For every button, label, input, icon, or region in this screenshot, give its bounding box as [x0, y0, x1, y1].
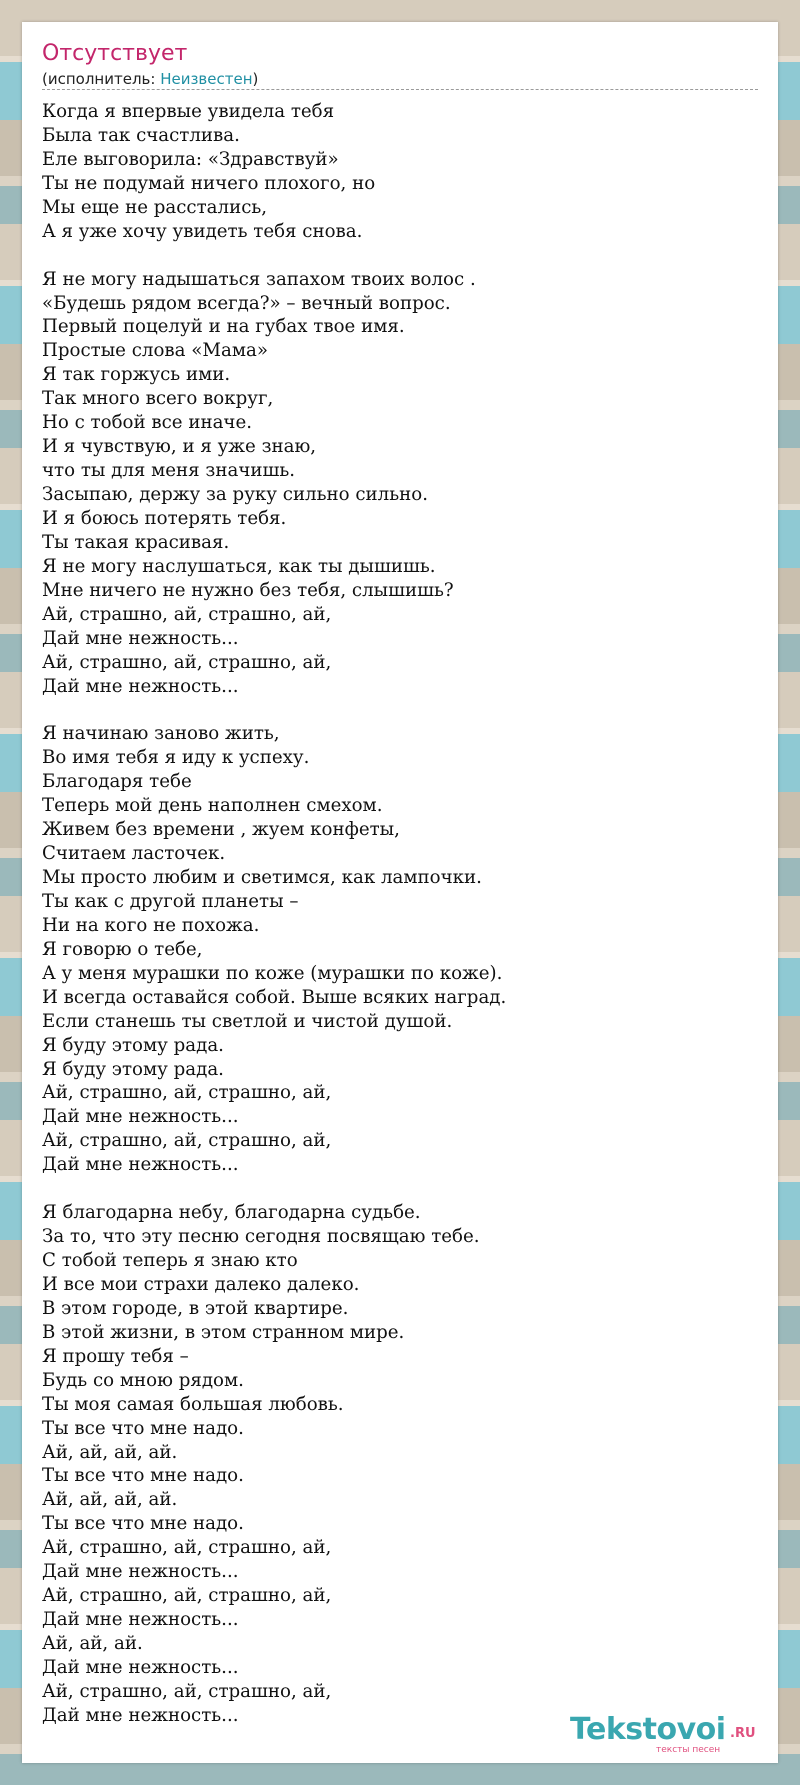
lyric-line: Дай мне нежность... — [42, 1609, 239, 1631]
logo-tagline: тексты песен — [656, 1745, 721, 1755]
lyric-line: Я не могу наслушаться, как ты дышишь. — [42, 555, 436, 577]
artist-line — [42, 70, 258, 88]
artist-suffix: ) — [252, 70, 259, 88]
lyric-line: Ты как с другой планеты – — [42, 890, 299, 912]
lyric-line: За то, что эту песню сегодня посвящаю тебе. — [42, 1226, 480, 1248]
lyric-line: Засыпаю, держу за руку сильно сильно. — [42, 484, 428, 505]
lyrics-card — [22, 22, 778, 1763]
lyric-line: Я начинаю заново жить, — [42, 723, 280, 745]
lyric-line: Еле выговорила: «Здравствуй» — [42, 148, 339, 170]
lyric-line: Во имя тебя я иду к успеху. — [42, 747, 310, 769]
lyric-line: Дай мне нежность... — [42, 627, 239, 649]
lyric-line: Я буду этому рада. — [42, 1034, 224, 1056]
lyric-line: Ты все что мне надо. — [42, 1465, 244, 1487]
lyric-line: Я прошу тебя – — [42, 1345, 189, 1367]
lyric-line: Теперь мой день наполнен смехом. — [42, 795, 383, 817]
lyric-line: Ни на кого не похожа. — [42, 914, 260, 936]
lyric-line: Дай мне нежность... — [42, 1154, 239, 1176]
lyric-line: И всегда оставайся собой. Выше всяких наград. — [42, 986, 507, 1008]
lyric-line: И все мои страхи далеко далеко. — [42, 1273, 360, 1295]
lyric-line: Мы просто любим и светимся, как лампочки. — [42, 867, 482, 888]
lyric-line: Ай, ай, ай, ай. — [42, 1441, 178, 1463]
lyric-line: Ты не подумай ничего плохого, но — [42, 172, 376, 194]
lyric-line: Ай, ай, ай, ай. — [42, 1489, 178, 1511]
lyric-line: Дай мне нежность... — [42, 675, 239, 697]
lyric-line: Будь со мною рядом. — [42, 1369, 244, 1391]
title-divider — [42, 89, 758, 90]
artist-prefix: (исполнитель: — [42, 70, 161, 88]
lyric-line: Я так горжусь ими. — [42, 364, 231, 386]
lyric-line: Простые слова «Мама» — [42, 340, 268, 362]
lyric-line: Я не могу надышаться запахом твоих волос . — [42, 268, 476, 290]
lyric-line: А я уже хочу увидеть тебя снова. — [42, 220, 363, 242]
logo-name: Tekstovoi — [570, 1712, 726, 1747]
lyric-line: Если станешь ты светлой и чистой душой. — [42, 1010, 453, 1032]
lyric-line: С тобой теперь я знаю кто — [42, 1250, 298, 1271]
lyric-line: Ты моя самая большая любовь. — [42, 1393, 344, 1415]
song-title: Отсутствует — [42, 41, 188, 66]
lyric-line: что ты для меня значишь. — [42, 460, 296, 482]
lyric-line: Ай, страшно, ай, страшно, ай, — [42, 651, 332, 673]
lyric-line: Ай, страшно, ай, страшно, ай, — [42, 603, 332, 625]
lyric-line: Ай, ай, ай. — [42, 1633, 143, 1654]
lyric-line: Ты все что мне надо. — [42, 1513, 244, 1535]
lyric-line: Я говорю о тебе, — [42, 938, 203, 960]
lyric-line: В этом городе, в этой квартире. — [42, 1297, 349, 1319]
lyric-line: Дай мне нежность... — [42, 1656, 239, 1678]
lyric-line: Ай, страшно, ай, страшно, ай, — [42, 1680, 332, 1702]
lyric-line: Я буду этому рада. — [42, 1058, 224, 1080]
lyrics-text — [42, 100, 758, 1728]
lyric-line: Благодаря тебе — [42, 771, 192, 793]
lyric-line: И я чувствую, и я уже знаю, — [42, 436, 317, 458]
stanza-break — [42, 698, 758, 722]
lyric-line: В этой жизни, в этом странном мире. — [42, 1321, 405, 1343]
lyric-line: Ты все что мне надо. — [42, 1417, 244, 1439]
lyric-line: «Будешь рядом всегда?» – вечный вопрос. — [42, 292, 451, 314]
lyric-line: Ай, страшно, ай, страшно, ай, — [42, 1537, 332, 1559]
lyric-line: Дай мне нежность... — [42, 1704, 239, 1726]
lyric-line: Ай, страшно, ай, страшно, ай, — [42, 1082, 332, 1104]
lyric-line: Ай, страшно, ай, страшно, ай, — [42, 1130, 332, 1152]
lyric-line: Была так счастлива. — [42, 124, 240, 146]
lyric-line: Мы еще не расстались, — [42, 196, 268, 218]
lyric-line: Ай, страшно, ай, страшно, ай, — [42, 1585, 332, 1607]
artist-link[interactable]: Неизвестен — [160, 70, 253, 88]
site-logo[interactable] — [570, 1713, 760, 1753]
lyric-line: Так много всего вокруг, — [42, 388, 274, 410]
lyric-line: И я боюсь потерять тебя. — [42, 507, 287, 529]
lyric-line: Считаем ласточек. — [42, 843, 226, 865]
lyric-line: Я благодарна небу, благодарна судьбе. — [42, 1202, 421, 1224]
lyric-line: Дай мне нежность... — [42, 1106, 239, 1128]
lyric-line: Ты такая красивая. — [42, 531, 230, 553]
lyric-line: Но с тобой все иначе. — [42, 412, 252, 434]
lyric-line: Мне ничего не нужно без тебя, слышишь? — [42, 579, 454, 601]
lyric-line: Когда я впервые увидела тебя — [42, 101, 335, 122]
lyric-line: Первый поцелуй и на губах твое имя. — [42, 316, 405, 338]
lyric-line: Дай мне нежность... — [42, 1561, 239, 1583]
lyric-line: Живем без времени , жуем конфеты, — [42, 819, 400, 841]
lyric-line: А у меня мурашки по коже (мурашки по коже). — [42, 962, 503, 984]
logo-tld: .RU — [730, 1726, 756, 1741]
stanza-break — [42, 1177, 758, 1201]
stanza-break — [42, 244, 758, 268]
